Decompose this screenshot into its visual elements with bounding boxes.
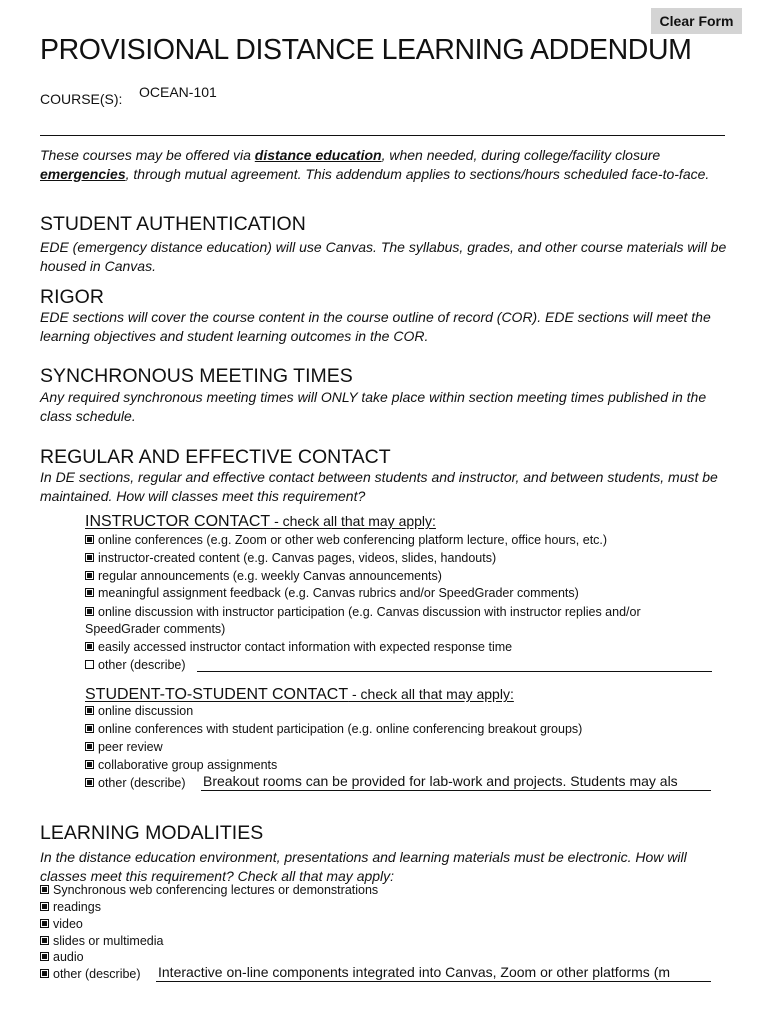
course-underline: [40, 135, 725, 136]
checkbox[interactable]: [40, 969, 49, 978]
instructor-option-feedback[interactable]: meaningful assignment feedback (e.g. Canvas rubrics and/or SpeedGrader comments): [85, 585, 579, 602]
course-input[interactable]: OCEAN-101: [139, 84, 217, 100]
student-option-online-discussion[interactable]: online discussion: [85, 703, 193, 720]
modalities-text: In the distance education environment, presentations and learning materials must be electronic. How will classes meet this requirement? Check all that may apply:: [40, 849, 687, 884]
modality-option-audio[interactable]: audio: [40, 949, 84, 966]
student-option-collaborative[interactable]: collaborative group assignments: [85, 757, 277, 774]
checkbox[interactable]: [40, 919, 49, 928]
instructor-other-blank[interactable]: [197, 671, 712, 672]
modality-other-input[interactable]: Interactive on-line components integrated into Canvas, Zoom or other platforms (m: [156, 964, 711, 982]
modality-option-video[interactable]: video: [40, 916, 83, 933]
heading-rigor: RIGOR: [40, 286, 104, 308]
student-option-online-conferences[interactable]: online conferences with student participation (e.g. online conferencing breakout groups): [85, 721, 582, 738]
distance-education-term: distance education: [254, 147, 382, 163]
course-label: COURSE(S):: [40, 91, 123, 107]
instructor-option-contact-info[interactable]: easily accessed instructor contact information with expected response time: [85, 639, 512, 656]
modality-option-other[interactable]: other (describe): [40, 966, 141, 983]
checkbox[interactable]: [85, 571, 94, 580]
checkbox[interactable]: [85, 724, 94, 733]
checkbox[interactable]: [85, 706, 94, 715]
checkbox[interactable]: [40, 952, 49, 961]
student-other-input[interactable]: Breakout rooms can be provided for lab-work and projects. Students may als: [201, 773, 711, 791]
checkbox[interactable]: [40, 885, 49, 894]
heading-student-authentication: STUDENT AUTHENTICATION: [40, 213, 306, 235]
checkbox[interactable]: [85, 553, 94, 562]
rigor-text: EDE sections will cover the course content in the course outline of record (COR). EDE sections will meet the learning objectives and student learning outcomes in the COR.: [40, 309, 711, 344]
checkbox[interactable]: [85, 760, 94, 769]
checkbox[interactable]: [85, 607, 94, 616]
emergencies-term: emergencies: [40, 166, 126, 182]
modality-option-readings[interactable]: readings: [40, 899, 101, 916]
checkbox[interactable]: [85, 642, 94, 651]
instructor-option-online-conferences[interactable]: online conferences (e.g. Zoom or other web conferencing platform lecture, office hours, etc.): [85, 532, 607, 549]
page-title: PROVISIONAL DISTANCE LEARNING ADDENDUM: [40, 34, 692, 66]
modality-option-slides[interactable]: slides or multimedia: [40, 933, 163, 950]
instructor-option-created-content[interactable]: instructor-created content (e.g. Canvas pages, videos, slides, handouts): [85, 550, 496, 567]
checkbox[interactable]: [40, 902, 49, 911]
instructor-contact-heading: INSTRUCTOR CONTACT - check all that may apply:: [85, 513, 436, 530]
checkbox[interactable]: [85, 535, 94, 544]
student-option-peer-review[interactable]: peer review: [85, 739, 163, 756]
instructor-option-discussion[interactable]: online discussion with instructor participation (e.g. Canvas discussion with instructor replies and/or: [85, 604, 641, 621]
sync-text: Any required synchronous meeting times will ONLY take place within section meeting times published in the class schedule.: [40, 389, 707, 424]
heading-learning-modalities: LEARNING MODALITIES: [40, 822, 264, 844]
contact-text: In DE sections, regular and effective contact between students and instructor, and between students, must be maintained. How will classes meet this requirement?: [40, 469, 718, 504]
student-option-other[interactable]: other (describe): [85, 775, 186, 792]
clear-form-button[interactable]: Clear Form: [651, 8, 742, 34]
modality-option-synchronous[interactable]: Synchronous web conferencing lectures or demonstrations: [40, 882, 378, 899]
checkbox[interactable]: [85, 588, 94, 597]
intro-paragraph: These courses may be offered via distance education, when needed, during college/facility closure emergencies, through mutual agreement. This addendum applies to sections/hours scheduled face-to-face.: [40, 147, 710, 182]
checkbox[interactable]: [85, 742, 94, 751]
authentication-text: EDE (emergency distance education) will use Canvas. The syllabus, grades, and other course materials will be housed in Canvas.: [40, 239, 727, 274]
checkbox[interactable]: [85, 778, 94, 787]
heading-regular-effective-contact: REGULAR AND EFFECTIVE CONTACT: [40, 446, 391, 468]
checkbox[interactable]: [85, 660, 94, 669]
student-contact-heading: STUDENT-TO-STUDENT CONTACT - check all that may apply:: [85, 686, 514, 703]
instructor-option-discussion-cont: SpeedGrader comments): [85, 622, 226, 636]
heading-synchronous-meeting-times: SYNCHRONOUS MEETING TIMES: [40, 365, 353, 387]
instructor-option-announcements[interactable]: regular announcements (e.g. weekly Canvas announcements): [85, 568, 442, 585]
instructor-option-other[interactable]: other (describe): [85, 657, 186, 674]
checkbox[interactable]: [40, 936, 49, 945]
